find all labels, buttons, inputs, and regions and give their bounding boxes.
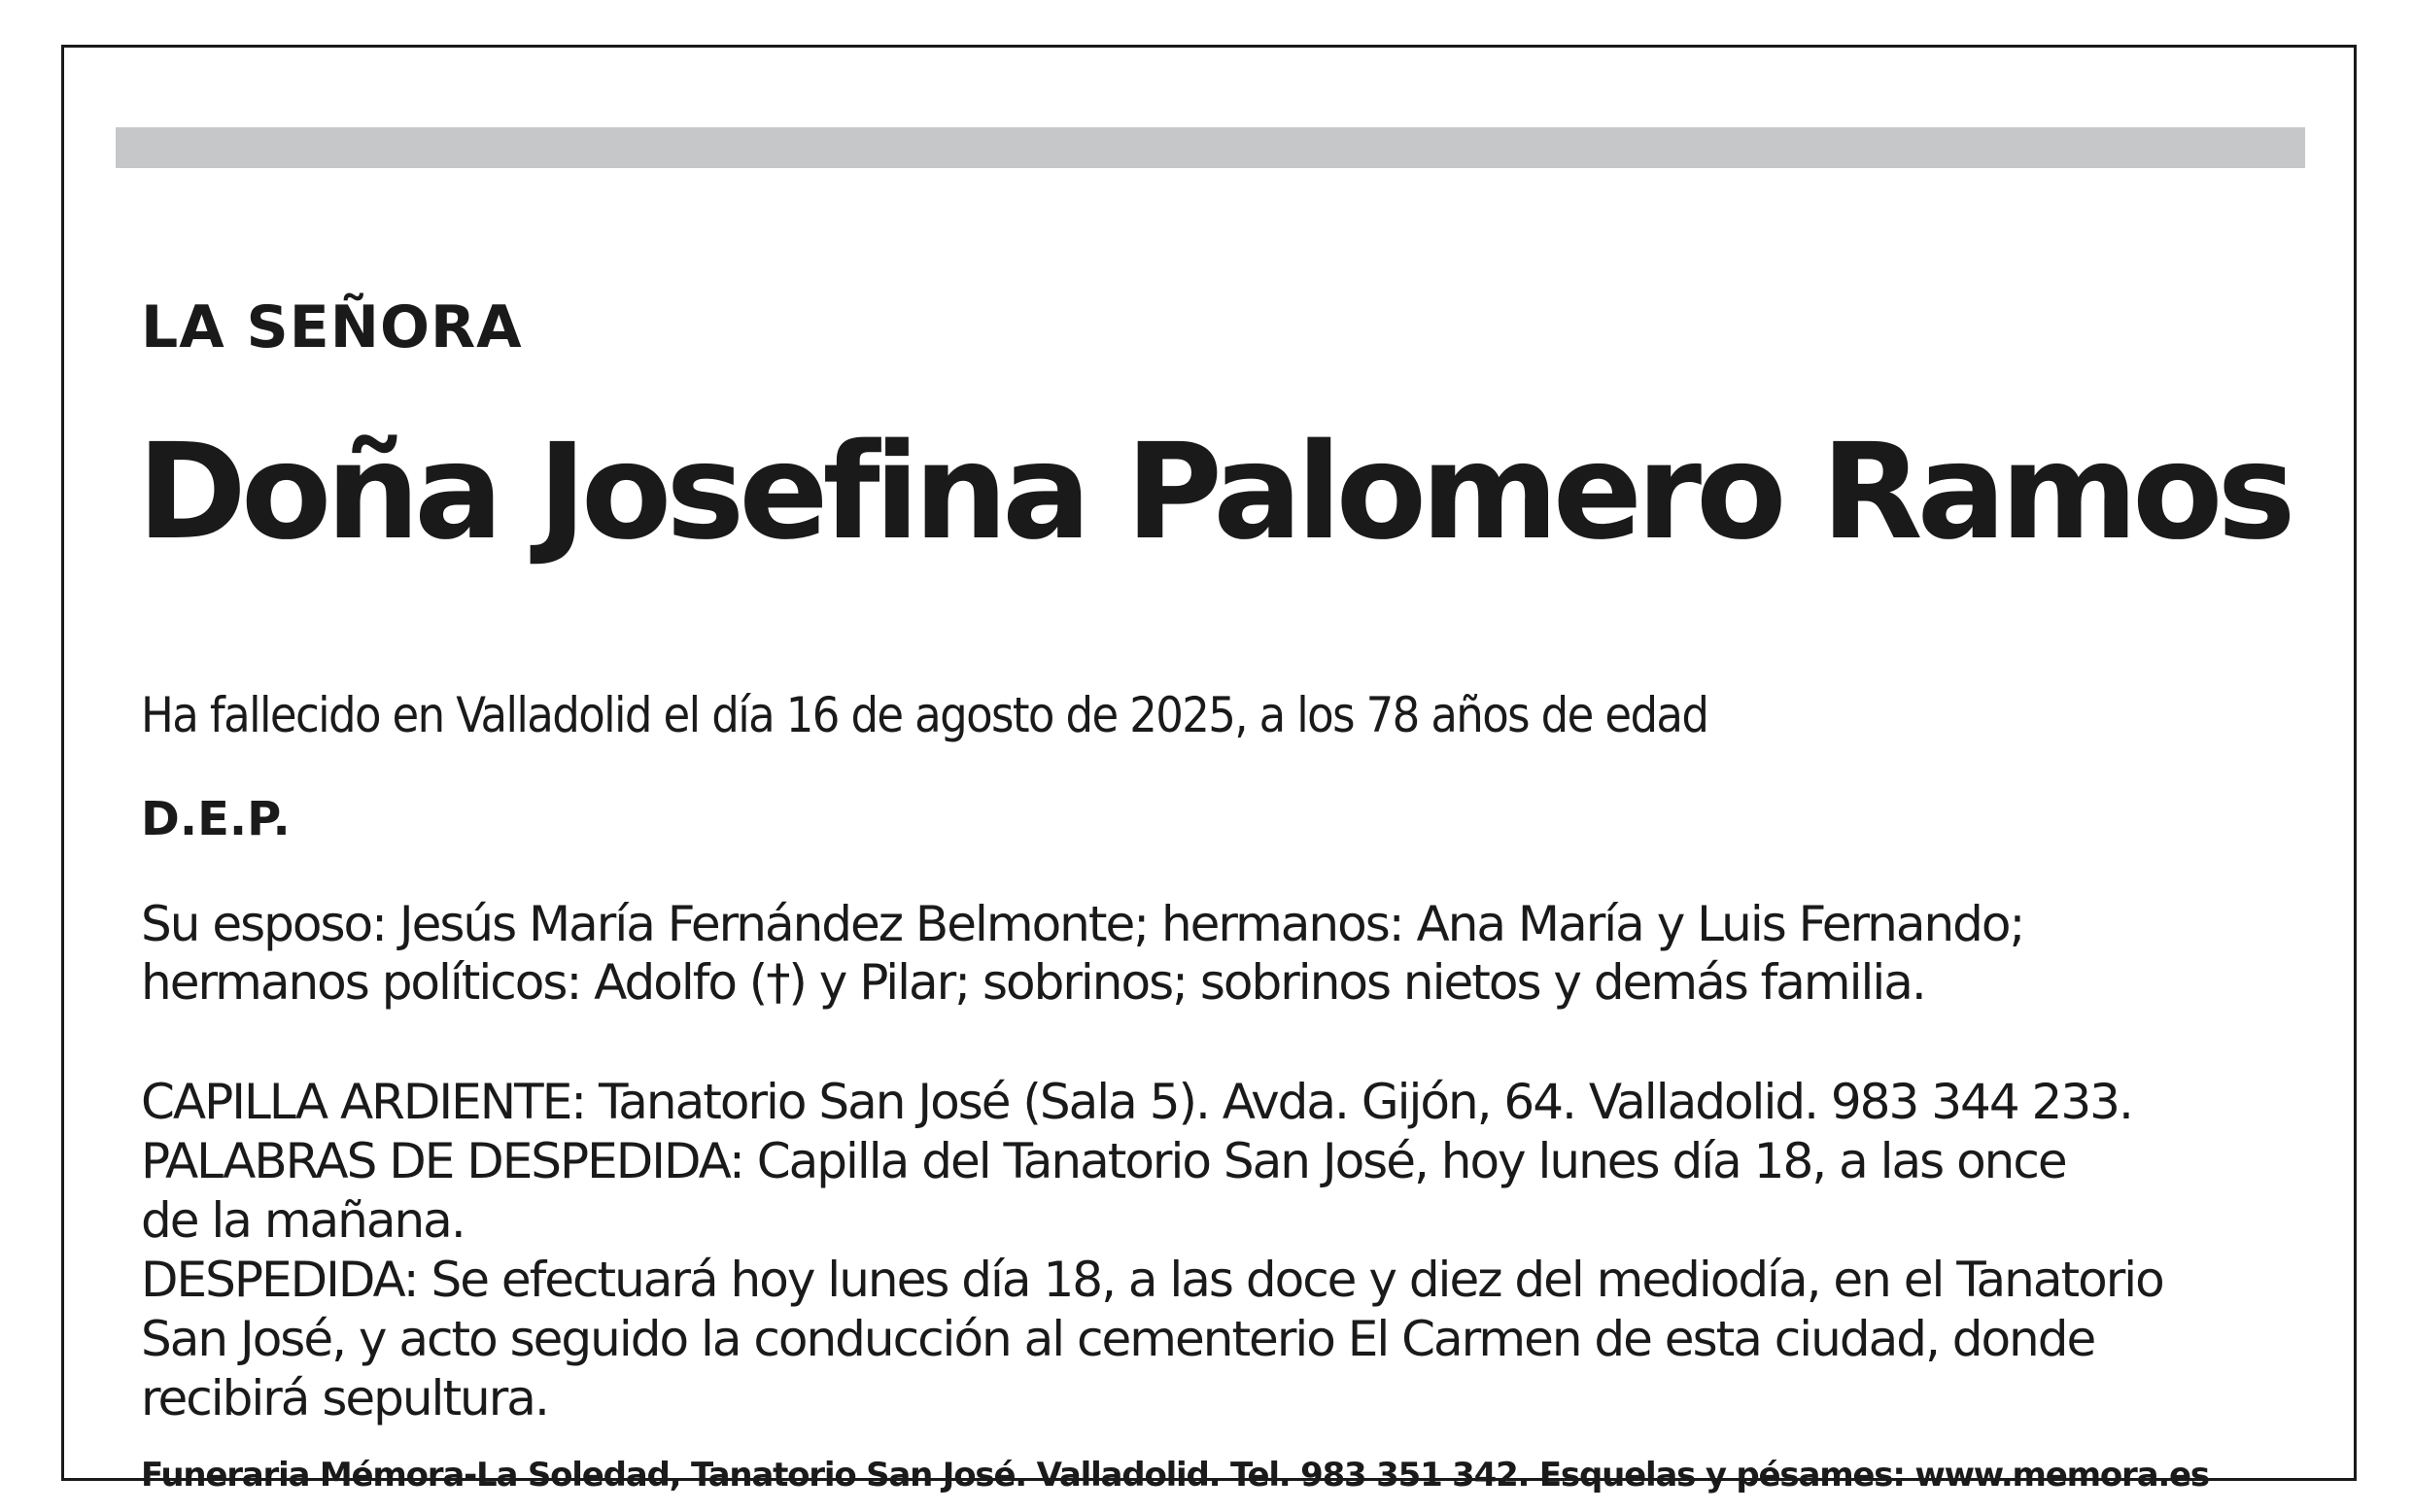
- family-paragraph: [141, 895, 2023, 1012]
- service-line: PALABRAS DE DESPEDIDA: Capilla del Tanatorio San José, hoy lunes día 18, a las once: [141, 1133, 2066, 1189]
- services-paragraph: [141, 1073, 2163, 1428]
- service-line: DESPEDIDA: Se efectuará hoy lunes día 18, a las doce y diez del mediodía, en el Tanatorio: [141, 1252, 2163, 1308]
- family-line: hermanos políticos: Adolfo (†) y Pilar; sobrinos; sobrinos nietos y demás familia.: [141, 954, 1925, 1011]
- service-line: CAPILLA ARDIENTE: Tanatorio San José (Sala 5). Avda. Gijón, 64. Valladolid. 983 344 233.: [141, 1074, 2132, 1130]
- deceased-name: Doña Josefina Palomero Ramos: [137, 416, 2291, 569]
- top-decorative-bar: [116, 127, 2305, 168]
- death-announcement: Ha fallecido en Valladolid el día 16 de agosto de 2025, a los 78 años de edad: [141, 687, 1708, 743]
- funeral-home-footer: Funeraria Mémora-La Soledad, Tanatorio San José. Valladolid. Tel. 983 351 342. Esquelas y pésames: www.memora.es: [141, 1456, 2209, 1495]
- honorific-title: LA SEÑORA: [141, 293, 523, 361]
- family-line: Su esposo: Jesús María Fernández Belmonte; hermanos: Ana María y Luis Fernando;: [141, 896, 2024, 952]
- service-line: San José, y acto seguido la conducción al cementerio El Carmen de esta ciudad, donde: [141, 1311, 2095, 1367]
- obituary-frame: [61, 45, 2357, 1495]
- service-line: recibirá sepultura.: [141, 1370, 548, 1426]
- service-line: de la mañana.: [141, 1192, 465, 1249]
- rest-in-peace: D.E.P.: [141, 792, 291, 846]
